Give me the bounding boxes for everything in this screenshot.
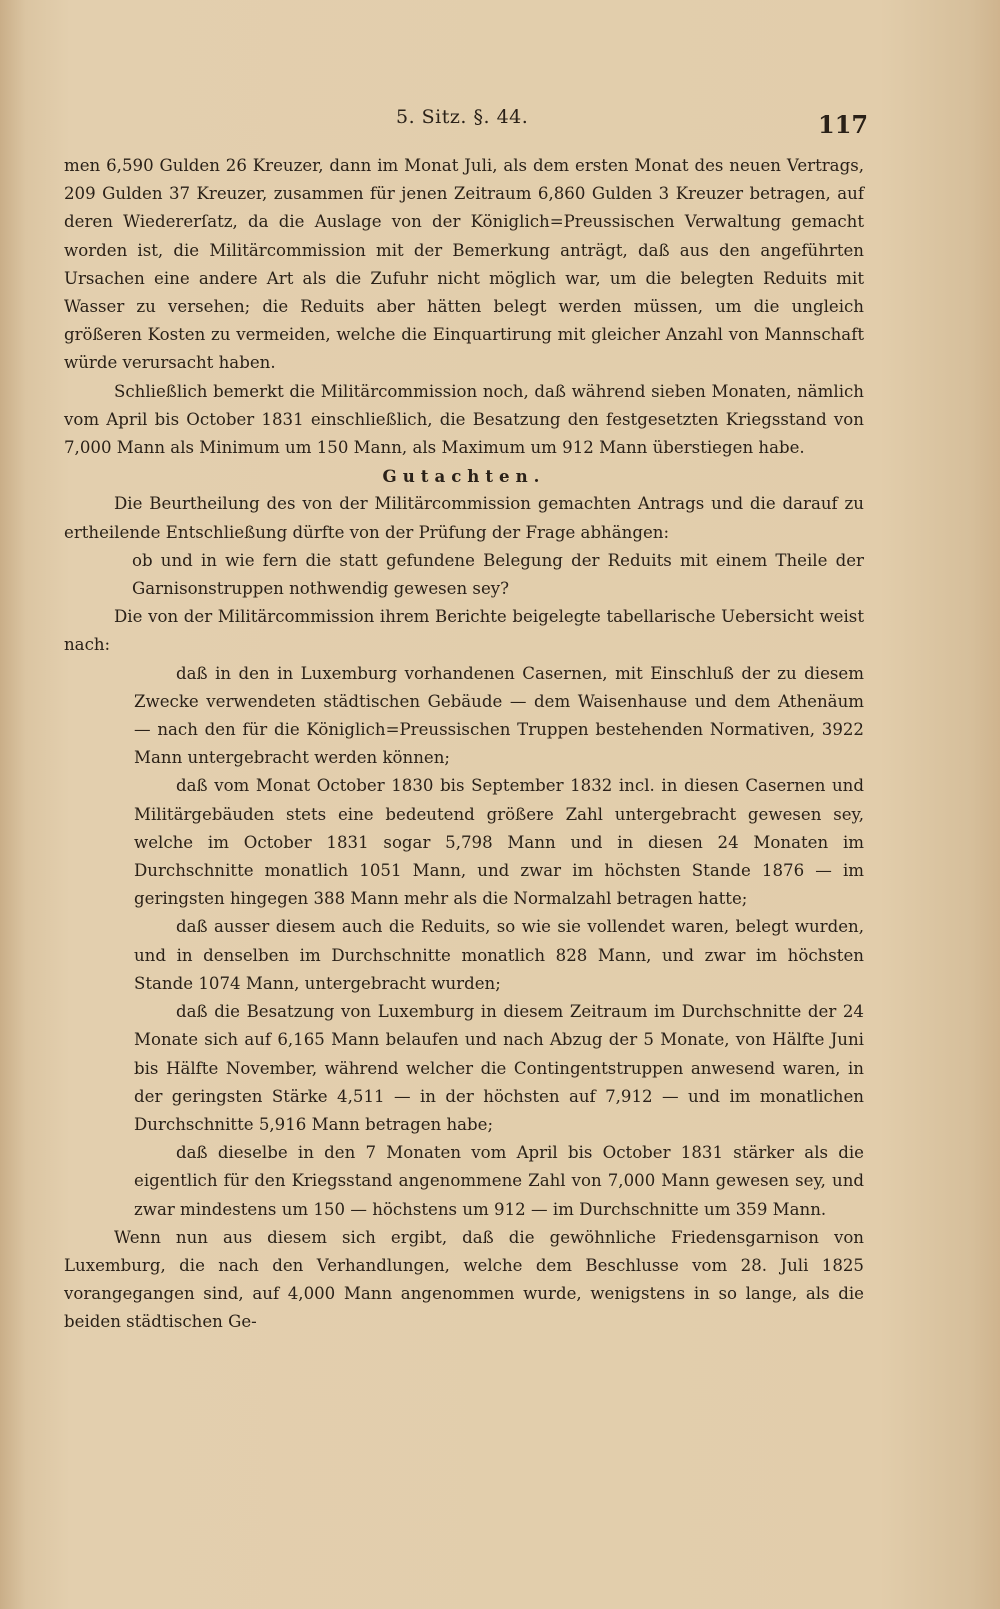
page-header — [0, 106, 1000, 142]
page-number: 117 — [818, 110, 869, 139]
section-heading: Gutachten. — [382, 466, 546, 487]
body-text — [64, 152, 864, 1337]
paragraph-assessment: Die Beurtheilung des von der Militärcommission gemachten Antrags und die darauf zu ertheilende Entschließung dürfte von der Prüfung der Frage abhängen: — [64, 494, 864, 542]
paragraph-continuation: men 6,590 Gulden 26 Kreuzer, dann im Monat Juli, als dem ersten Monat des neuen Vertrags, 209 Gulden 37 Kreuzer, zusammen für jenen Zeitraum 6,860 Gulden 3 Kreuzer betragen, auf deren Wiedererſatz, da die Auslage von der Königlich=Preussischen Verwaltung gemacht worden ist, die Militärcommission mit der Bemerkung anträgt, daß aus den angeführten Ursachen eine andere Art als die Zufuhr nicht möglich war, um die belegten Reduits mit Wasser zu versehen; die Reduits aber hätten belegt werden müssen, um die ungleich größeren Kosten zu vermeiden, welche die Einquartirung mit gleicher Anzahl von Mannschaft würde verursacht haben. — [64, 156, 864, 373]
paragraph-overview: Die von der Militärcommission ihrem Berichte beigelegte tabellarische Uebersicht weist nach: — [64, 607, 864, 655]
paragraph-conclusion: Schließlich bemerkt die Militärcommission noch, daß während sieben Monaten, nämlich vom April bis October 1831 einschließlich, die Besatzung den festgesetzten Kriegsstand von 7,000 Mann als Minimum um 150 Mann, als Maximum um 912 Mann überstiegen habe. — [64, 381, 864, 458]
question-quote: ob und in wie fern die statt gefundene Belegung der Reduits mit einem Theile der Garnisonstruppen nothwendig gewesen sey? — [132, 550, 864, 599]
list-item: daß in den in Luxemburg vorhandenen Casernen, mit Einschluß der zu diesem Zwecke verwendeten städtischen Gebäude — dem Waisenhause und dem Athenäum — nach den für die Königlich=Preussischen Truppen bestehenden Normativen, 3922 Mann untergebracht werden können; — [134, 663, 864, 768]
paragraph-final: Wenn nun aus diesem sich ergibt, daß die gewöhnliche Friedensgarnison von Luxemburg, die nach den Verhandlungen, welche dem Beschlusse vom 28. Juli 1825 vorangegangen sind, auf 4,000 Mann angenommen wurde, wenigstens in so lange, als die beiden städtischen Ge- — [64, 1227, 864, 1332]
list-item: daß vom Monat October 1830 bis September 1832 incl. in diesen Casernen und Militärgebäuden stets eine bedeutend größere Zahl untergebracht gewesen sey, welche im October 1831 sogar 5,798 Mann und in diesen 24 Monaten im Durchschnitte monatlich 1051 Mann, und zwar im höchsten Stande 1876 — im geringsten hingegen 388 Mann mehr als die Normalzahl betragen hatte; — [134, 776, 864, 909]
list-item: daß ausser diesem auch die Reduits, so wie sie vollendet waren, belegt wurden, und in denselben im Durchschnitte monatlich 828 Mann, und zwar im höchsten Stande 1074 Mann, untergebracht wurden; — [134, 917, 864, 993]
list-item: daß die Besatzung von Luxemburg in diesem Zeitraum im Durchschnitte der 24 Monate sich auf 6,165 Mann belaufen und nach Abzug der 5 Monate, von Hälfte Juni bis Hälfte November, während welcher die Contingentstruppen anwesend waren, in der geringsten Stärke 4,511 — in der höchsten auf 7,912 — und im monatlichen Durchschnitte 5,916 Mann betragen habe; — [134, 1002, 864, 1134]
list-item: daß dieselbe in den 7 Monaten vom April bis October 1831 stärker als die eigentlich für den Kriegsstand angenommene Zahl von 7,000 Mann gewesen sey, und zwar mindestens um 150 — höchstens um 912 — im Durchschnitte um 359 Mann. — [134, 1143, 864, 1219]
running-head: 5. Sitz. §. 44. — [396, 106, 529, 128]
